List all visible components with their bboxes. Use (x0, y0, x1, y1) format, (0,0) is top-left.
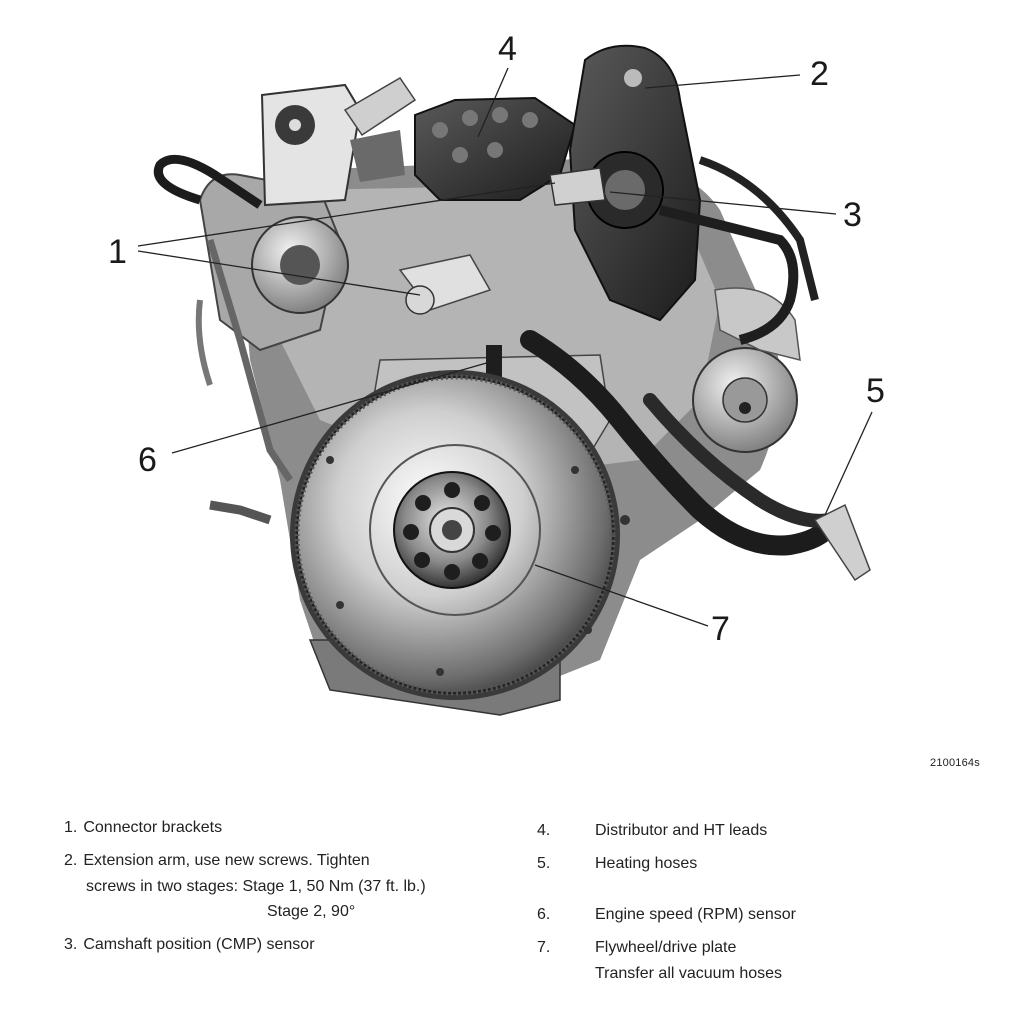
legend-text: Extension arm, use new screws. Tighten (83, 852, 370, 869)
legend-text: Flywheel/drive plate (595, 939, 737, 956)
legend-number: 3. (64, 936, 78, 953)
callout-4: 4 (498, 30, 517, 68)
legend-item-2 (64, 853, 370, 869)
legend-item-3 (64, 937, 315, 953)
callout-5: 5 (866, 372, 885, 410)
legend-text: Connector brackets (83, 819, 223, 836)
legend-number: 5. (537, 855, 551, 872)
callout-7: 7 (711, 610, 730, 648)
legend-number: 2. (64, 852, 78, 869)
legend-item-7-line-2: Transfer all vacuum hoses (595, 965, 783, 982)
legend-number: 1. (64, 819, 78, 836)
legend-number: 6. (537, 906, 551, 923)
legend-item-2-line-3: Stage 2, 90° (267, 903, 356, 920)
figure-code: 2100164s (930, 757, 980, 769)
legend-text: Heating hoses (595, 855, 698, 872)
legend-number: 7. (537, 939, 551, 956)
legend-text: Camshaft position (CMP) sensor (83, 936, 315, 953)
callout-3: 3 (843, 196, 862, 234)
legend-text: Distributor and HT leads (595, 822, 768, 839)
callout-1: 1 (108, 233, 127, 271)
legend-item-1 (64, 820, 222, 836)
callout-2: 2 (810, 55, 829, 93)
legend-item-2-line-2: screws in two stages: Stage 1, 50 Nm (37 ft. lb.) (86, 878, 426, 895)
callout-6: 6 (138, 441, 157, 479)
legend-text: Engine speed (RPM) sensor (595, 906, 796, 923)
legend-number: 4. (537, 822, 551, 839)
